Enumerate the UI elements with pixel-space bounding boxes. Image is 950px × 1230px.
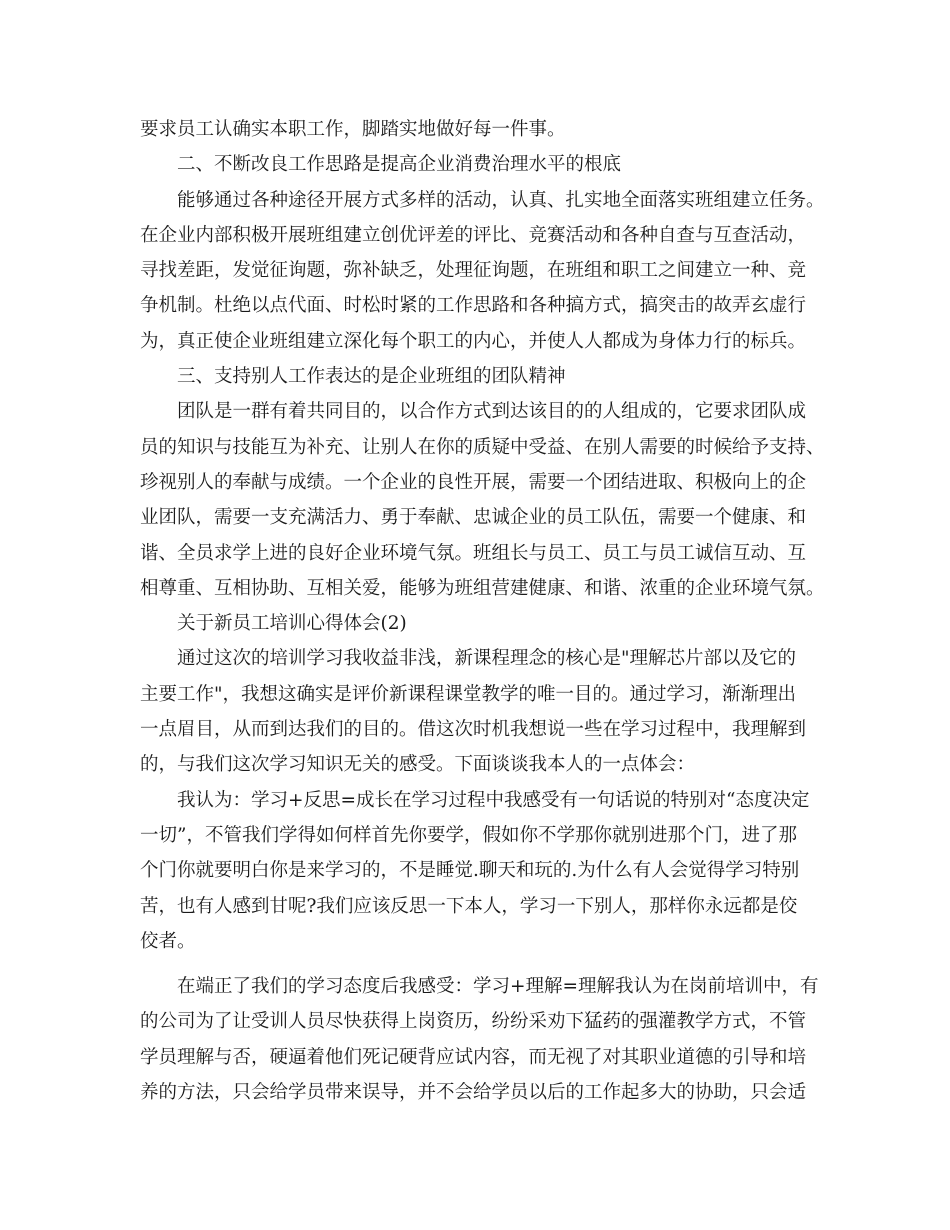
text-line: 为，真正使企业班组建立深化每个职工的内心，并使人人都成为身体力行的标兵。 bbox=[140, 330, 807, 352]
text-line: 业团队，需要一支充满活力、勇于奉献、忠诚企业的员工队伍，需要一个健康、和 bbox=[140, 507, 807, 529]
text-line: 谐、全员求学上进的良好企业环境气氛。班组长与员工、员工与员工诚信互动、互 bbox=[140, 542, 807, 564]
text-line: 个门你就要明白你是来学习的，不是睡觉.聊天和玩的.为什么有人会觉得学习特别 bbox=[140, 860, 800, 882]
text-line: 我认为：学习+反思=成长在学习过程中我感受有一句话说的特别对“态度决定 bbox=[177, 789, 810, 811]
text-line: 苦，也有人感到甘呢?我们应该反思一下本人，学习一下别人，那样你永远都是佼 bbox=[140, 895, 798, 917]
text-line: 在企业内部积极开展班组建立创优评差的评比、竞赛活动和各种自查与互查活动， bbox=[140, 224, 807, 246]
text-line: 一切”，不管我们学得如何样首先你要学，假如你不学那你就别进那个门，进了那 bbox=[140, 824, 797, 846]
text-line: 通过这次的培训学习我收益非浅，新课程理念的核心是"理解芯片部以及它的 bbox=[177, 648, 797, 670]
text-line: 主要工作"，我想这确实是评价新课程课堂教学的唯一目的。通过学习，渐渐理出 bbox=[140, 683, 797, 705]
text-line: 的，与我们这次学习知识无关的感受。下面谈谈我本人的一点体会： bbox=[140, 754, 696, 776]
text-line: 寻找差距，发觉征询题，弥补缺乏，处理征询题，在班组和职工之间建立一种、竞 bbox=[140, 260, 807, 282]
section-heading: 二、不断改良工作思路是提高企业消费治理水平的根底 bbox=[177, 154, 622, 176]
text-line: 相尊重、互相协助、互相关爱，能够为班组营建健康、和谐、浓重的企业环境气氛。 bbox=[140, 577, 825, 599]
text-line: 养的方法，只会给学员带来误导，并不会给学员以后的工作起多大的协助，只会适 bbox=[140, 1082, 807, 1104]
section-heading: 三、支持别人工作表达的是企业班组的团队精神 bbox=[177, 366, 566, 388]
text-line: 的公司为了让受训人员尽快获得上岗资历，纷纷采劝下猛药的强灌教学方式，不管 bbox=[140, 1011, 807, 1033]
text-line: 员的知识与技能互为补充、让别人在你的质疑中受益、在别人需要的时候给予支持、 bbox=[140, 436, 825, 458]
text-line: 要求员工认确实本职工作，脚踏实地做好每一件事。 bbox=[140, 119, 566, 140]
text-line: 一点眉目，从而到达我们的目的。借这次时机我想说一些在学习过程中，我理解到 bbox=[140, 719, 807, 741]
text-line: 佼者。 bbox=[140, 930, 196, 952]
text-line: 争机制。杜绝以点代面、时松时紧的工作思路和各种搞方式，搞突击的故弄玄虚行 bbox=[140, 295, 807, 317]
text-line: 珍视别人的奉献与成绩。一个企业的良性开展，需要一个团结进取、积极向上的企 bbox=[140, 471, 807, 493]
document-body bbox=[140, 112, 840, 1110]
text-line: 团队是一群有着共同目的，以合作方式到达该目的的人组成的，它要求团队成 bbox=[177, 401, 807, 423]
document-subtitle: 关于新员工培训心得体会(2) bbox=[177, 613, 407, 635]
paragraph-gap bbox=[140, 959, 840, 969]
text-line: 学员理解与否，硬逼着他们死记硬背应试内容，而无视了对其职业道德的引导和培 bbox=[140, 1046, 807, 1068]
text-line: 在端正了我们的学习态度后我感受：学习+理解=理解我认为在岗前培训中，有 bbox=[177, 976, 819, 998]
text-line: 能够通过各种途径开展方式多样的活动，认真、扎实地全面落实班组建立任务。 bbox=[177, 189, 825, 211]
